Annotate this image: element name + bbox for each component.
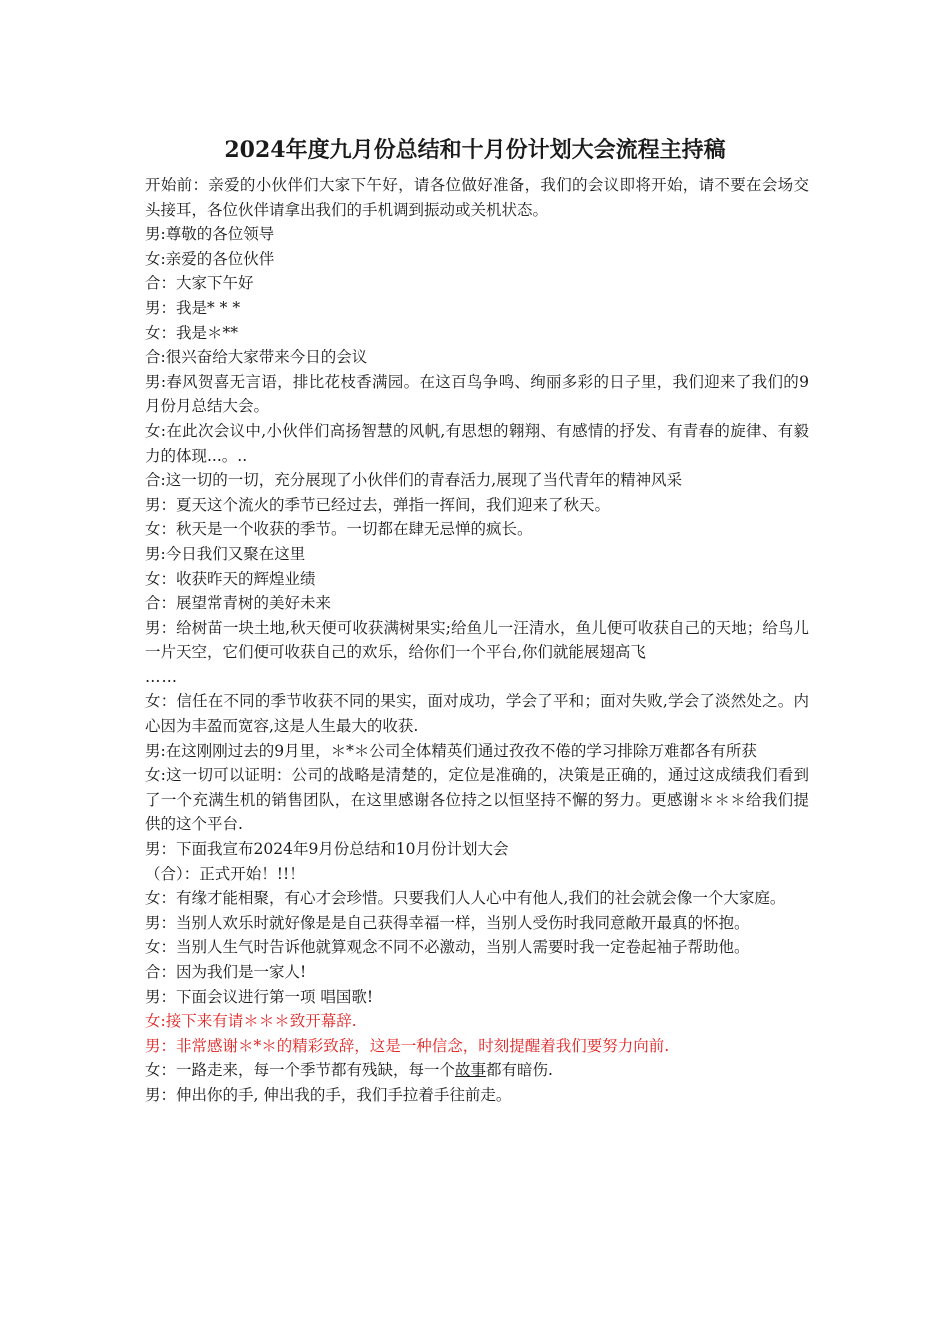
paragraph: 开始前：亲爱的小伙伴们大家下午好，请各位做好准备，我们的会议即将开始，请不要在会场交头接耳，各位伙伴请拿出我们的手机调到振动或关机状态。 xyxy=(145,176,809,219)
paragraph: 合：因为我们是一家人! xyxy=(145,963,307,981)
paragraph: 男：当别人欢乐时就好像是是自己获得幸福一样，当别人受伤时我同意敞开最真的怀抱。 xyxy=(145,913,750,932)
paragraph: 男：我是* * * xyxy=(145,298,241,317)
paragraph: 男:今日我们又聚在这里 xyxy=(145,544,306,563)
paragraph: 女:在此次会议中,小伙伴们高扬智慧的风帆,有思想的翱翔、有感情的抒发、有青春的旋律、有毅力的体现...。.. xyxy=(145,421,809,465)
paragraph: 女：我是＊** xyxy=(145,323,239,342)
text-segment: 女：一路走来，每一个季节都有残缺，每一个 xyxy=(145,1061,456,1080)
paragraph: 合：展望常青树的美好未来 xyxy=(145,594,332,613)
paragraph: 男：下面我宣布2024年9月份总结和10月份计划大会 xyxy=(145,840,509,859)
text-segment: 都有暗伤. xyxy=(486,1061,553,1080)
paragraph: 男：下面会议进行第一项 唱国歌! xyxy=(145,987,374,1006)
paragraph: 合：大家下午好 xyxy=(145,274,254,293)
paragraph: 女：有缘才能相聚，有心才会珍惜。只要我们人人心中有他人,我们的社会就会像一个大家庭。 xyxy=(145,889,786,908)
highlighted-paragraph: 男：非常感谢＊*＊的精彩致辞，这是一种信念，时刻提醒着我们要努力向前. xyxy=(145,1036,670,1055)
paragraph: 女：当别人生气时告诉他就算观念不同不必激动，当别人需要时我一定卷起袖子帮助他。 xyxy=(145,938,750,957)
underlined-word: 故事 xyxy=(455,1061,487,1080)
paragraph: 男:尊敬的各位领导 xyxy=(145,225,275,244)
paragraph: 男：夏天这个流火的季节已经过去，弹指一挥间，我们迎来了秋天。 xyxy=(145,495,611,514)
highlighted-paragraph: 女:接下来有请＊＊＊致开幕辞. xyxy=(145,1012,357,1031)
paragraph: 男：伸出你的手, 伸出我的手，我们手拉着手往前走。 xyxy=(145,1085,512,1104)
paragraph: 女:这一切可以证明：公司的战略是清楚的，定位是准确的，决策是正确的，通过这成绩我们看到了一个充满生机的销售团队，在这里感谢各位持之以恒坚持不懈的努力。更感谢＊＊＊给我们提供的这个平台. xyxy=(145,766,809,834)
paragraph: （合）：正式开始！!!！ xyxy=(145,864,305,883)
paragraph: 男:春风贺喜无言语，排比花枝香满园。在这百鸟争鸣、绚丽多彩的日子里，我们迎来了我们的9月份月总结大会。 xyxy=(145,372,809,416)
document-title: 2024年度九月份总结和十月份计划大会流程主持稿 xyxy=(224,137,726,163)
ellipsis-line: …… xyxy=(145,667,178,686)
paragraph: 合:很兴奋给大家带来今日的会议 xyxy=(145,348,368,367)
paragraph-with-underline xyxy=(145,1058,809,1083)
paragraph: 女：收获昨天的辉煌业绩 xyxy=(145,569,316,588)
paragraph: 女：信任在不同的季节收获不同的果实，面对成功，学会了平和；面对失败,学会了淡然处之。内心因为丰盈而宽容,这是人生最大的收获. xyxy=(145,692,809,736)
paragraph: 男:在这刚刚过去的9月里，＊*＊公司全体精英们通过孜孜不倦的学习排除万难都各有所获 xyxy=(145,741,757,760)
paragraph: 女:亲爱的各位伙伴 xyxy=(145,249,275,268)
document-body xyxy=(145,173,809,1108)
paragraph: 男：给树苗一块土地,秋天便可收获满树果实;给鱼儿一汪清水，鱼儿便可收获自己的天地；给鸟儿一片天空，它们便可收获自己的欢乐，给你们一个平台,你们就能展翅高飞 xyxy=(145,618,809,662)
paragraph: 女：秋天是一个收获的季节。一切都在肆无忌惮的疯长。 xyxy=(145,520,533,539)
paragraph: 合:这一切的一切，充分展现了小伙伴们的青春活力,展现了当代青年的精神风采 xyxy=(145,471,683,490)
